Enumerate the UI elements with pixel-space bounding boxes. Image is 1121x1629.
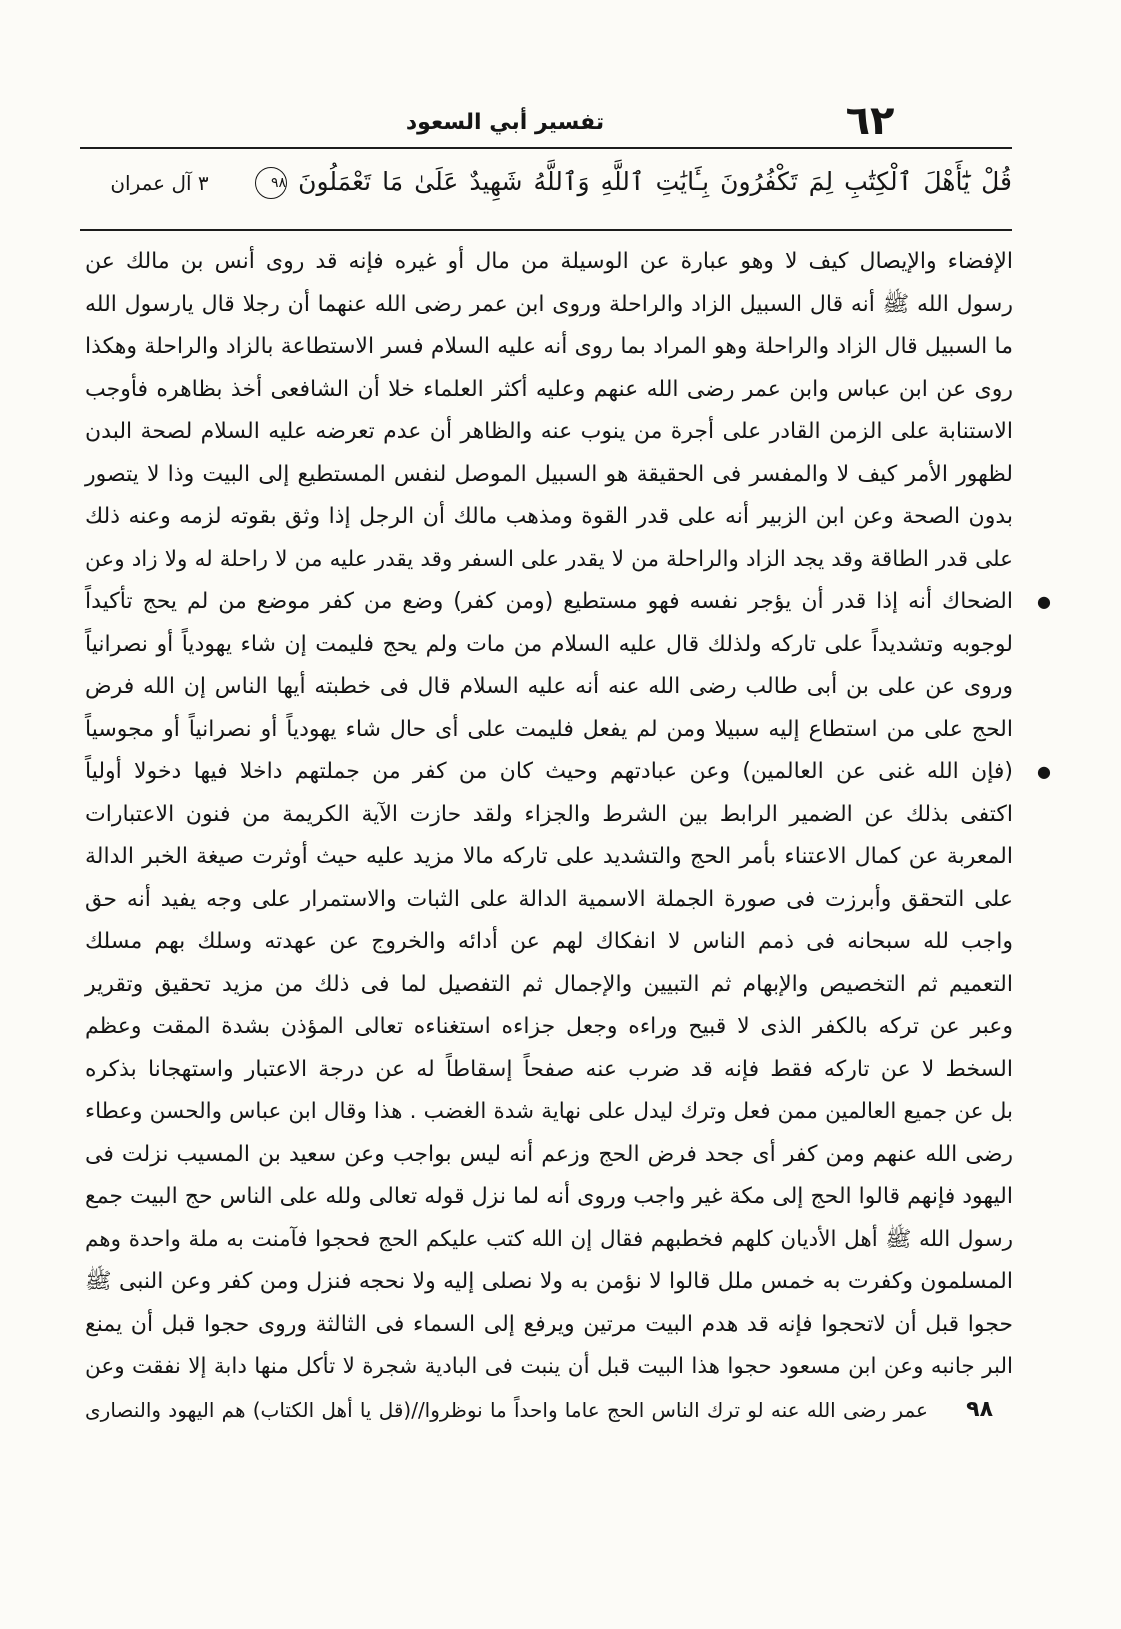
body-line-text: المعربة عن كمال الاعتناء بأمر الحج والتشديد على تاركه مالا مزيد عليه حيث أوثرت صيغة الخبر الدالة [85, 844, 1013, 869]
page-number: ٦٢ [845, 98, 895, 144]
body-line [85, 1176, 1013, 1219]
body-line-text: رسول الله ﷺ أهل الأديان كلهم فخطبهم فقال إن الله كتب عليكم الحج فحجوا فآمنت به ملة واحدة وهم [85, 1226, 1013, 1252]
bullet-marker: ● [1037, 592, 1051, 611]
quran-verse [255, 158, 1012, 206]
bullet-marker: ● [1037, 762, 1051, 781]
body-line [85, 1346, 1013, 1389]
body-line [85, 454, 1013, 497]
body-line [85, 326, 1013, 369]
body-line-text: (فإن الله غنى عن العالمين) وعن عبادتهم وحيث كان من كفر من جملتهم داخلا فيها دخولا أولياً [85, 759, 1013, 784]
verse-number-marker: ٩٨ [966, 1396, 993, 1422]
body-line [85, 369, 1013, 412]
body-line [85, 1049, 1013, 1092]
body-line [85, 624, 1013, 667]
body-line [85, 1219, 1013, 1262]
body-line-text: لظهور الأمر كيف لا والمفسر فى الحقيقة هو السبيل الموصل لنفس المستطيع إلى البيت وذا لا يتصور [85, 461, 1013, 487]
body-line [85, 751, 1051, 794]
body-line-text: الاستنابة على الزمن القادر على أجرة من ينوب عنه والظاهر أن عدم تعرضه عليه السلام لصحة البدن [85, 419, 1013, 444]
body-line [85, 709, 1013, 752]
body-line [85, 581, 1051, 624]
body-line-text: على التحقق وأبرزت فى صورة الجملة الاسمية الدالة على الثبات والاستمرار على وجه يفيد أنه حق [85, 886, 1013, 912]
body-line [85, 284, 1013, 327]
body-line-text: الضحاك أنه إذا قدر أن يؤجر نفسه فهو مستطيع (ومن كفر) وضع من كفر موضع من لم يحج تأكيداً [85, 589, 1013, 614]
body-line-text: الإفضاء والإيصال كيف لا وهو عبارة عن الوسيلة من مال أو غيره فإنه قد روى أنس بن مالك عن [85, 249, 1013, 274]
body-line-text: بل عن جميع العالمين ممن فعل وترك ليدل على نهاية شدة الغضب . هذا وقال ابن عباس والحسن وعطاء [85, 1099, 1013, 1124]
body-line-text: السخط لا عن تاركه فقط فإنه قد ضرب عنه صفحاً إسقاطاً له عن درجة الاعتبار واستهجانا بذكره [85, 1056, 1013, 1082]
body-line-text: رسول الله ﷺ أنه قال السبيل الزاد والراحلة وروى ابن عمر رضى الله عنهما أن رجلا قال يارسول الله [85, 291, 1013, 317]
body-line [85, 241, 1013, 284]
body-line-text: روى عن ابن عباس وابن عمر رضى الله عنهم وعليه أكثر العلماء خلا أن الشافعى أخذ بظاهره فأوجب [85, 376, 1013, 402]
body-line-text: لوجوبه وتشديداً على تاركه ولذلك قال عليه السلام من مات ولم يحج فليمت إن شاء يهودياً أو نصرانياً [85, 631, 1013, 657]
body-line [85, 1006, 1013, 1049]
body-line [85, 794, 1013, 837]
body-line-text: وروى عن على بن أبى طالب رضى الله عنه أنه عليه السلام قال فى خطبته أيها الناس إن الله فرض [85, 674, 1013, 699]
body-line [85, 879, 1013, 922]
body-line [85, 964, 1013, 1007]
body-line-text: بدون الصحة وعن ابن الزبير أنه على قدر القوة ومذهب مالك أن الرجل إذا وثق بقوته لزمه وعنه ذلك [85, 504, 1013, 529]
body-line [85, 1389, 1013, 1432]
body-line-text: على قدر الطاقة وقد يجد الزاد والراحلة من لا يقدر على السفر وقد يقدر عليه من لا راحلة له ولا زاد وعن [85, 546, 1013, 572]
header-rule [80, 147, 1012, 149]
body-line [85, 539, 1013, 582]
running-title: تفسير أبي السعود [405, 110, 605, 135]
surah-label: ٣ آل عمران [110, 171, 209, 195]
body-line-text: المسلمون وكفرت به خمس ملل قالوا لا نؤمن به ولا نصلى إليه ولا نحجه فنزل ومن كفر وعن النبى ﷺ [85, 1269, 1013, 1294]
body-line-text: التعميم ثم التخصيص والإبهام ثم التبيين والإجمال ثم التفصيل لما فى ذلك من مزيد تحقيق وتقرير [85, 971, 1013, 997]
body-line [85, 836, 1013, 879]
quran-verse-text: قُلْ يَٰٓأَهْلَ ٱلْكِتَٰبِ لِمَ تَكْفُرُونَ بِـَٔايَٰتِ ٱللَّهِ وَٱللَّهُ شَهِيدٌ عَلَىٰ مَا تَعْمَلُونَ [298, 167, 1012, 196]
body-line [85, 496, 1013, 539]
body-line-text: اليهود فإنهم قالوا الحج إلى مكة غير واجب وروى أنه لما نزل قوله تعالى ولله على الناس حج البيت جمع [85, 1184, 1013, 1209]
body-line [85, 1091, 1013, 1134]
body-line-text: ما السبيل قال الزاد والراحلة وهو المراد بما روى أنه عليه السلام فسر الاستطاعة بالزاد والراحلة وهكذا [85, 334, 1013, 359]
body-line-text: رضى الله عنهم ومن كفر أى جحد فرض الحج وزعم أنه ليس بواجب وعن سعيد بن المسيب نزلت فى [85, 1141, 1013, 1167]
body-line [85, 1261, 1013, 1304]
commentary-text [85, 241, 1051, 1431]
body-line [85, 921, 1013, 964]
body-line-text: واجب لله سبحانه فى ذمم الناس لا انفكاك لهم عن أدائه والخروج عن عهدته وسلك بهم مسلك [85, 929, 1013, 954]
body-line [85, 666, 1013, 709]
verse-end-marker: ٩٨ [255, 167, 287, 199]
body-line [85, 1304, 1013, 1347]
body-line-text: عمر رضى الله عنه لو ترك الناس الحج عاما واحداً ما نوظروا//(قل يا أهل الكتاب) هم اليهود والنصارى [85, 1397, 928, 1422]
body-line [85, 1134, 1013, 1177]
body-line [85, 411, 1013, 454]
body-line-text: اكتفى بذلك عن الضمير الرابط بين الشرط والجزاء ولقد حازت الآية الكريمة من فنون الاعتبارات [85, 801, 1013, 827]
body-line-text: البر جانبه وعن ابن مسعود حجوا هذا البيت قبل أن ينبت فى البادية شجرة لا تأكل منها دابة إلا نفقت وعن [85, 1354, 1013, 1379]
body-line-text: وعبر عن تركه بالكفر الذى لا قبيح وراءه وجعل جزاءه استغناءه تعالى المؤذن بشدة المقت وعظم [85, 1014, 1013, 1039]
body-line-text: حجوا قبل أن لاتحجوا فإنه قد هدم البيت مرتين ويرفع إلى السماء فى الثالثة وروى حجوا قبل أن يمنع [85, 1311, 1013, 1337]
verse-rule [80, 229, 1012, 231]
body-line-text: الحج على من استطاع إليه سبيلا ومن لم يفعل فليمت على أى حال شاء يهودياً أو نصرانياً أو مجوسياً [85, 716, 1013, 742]
